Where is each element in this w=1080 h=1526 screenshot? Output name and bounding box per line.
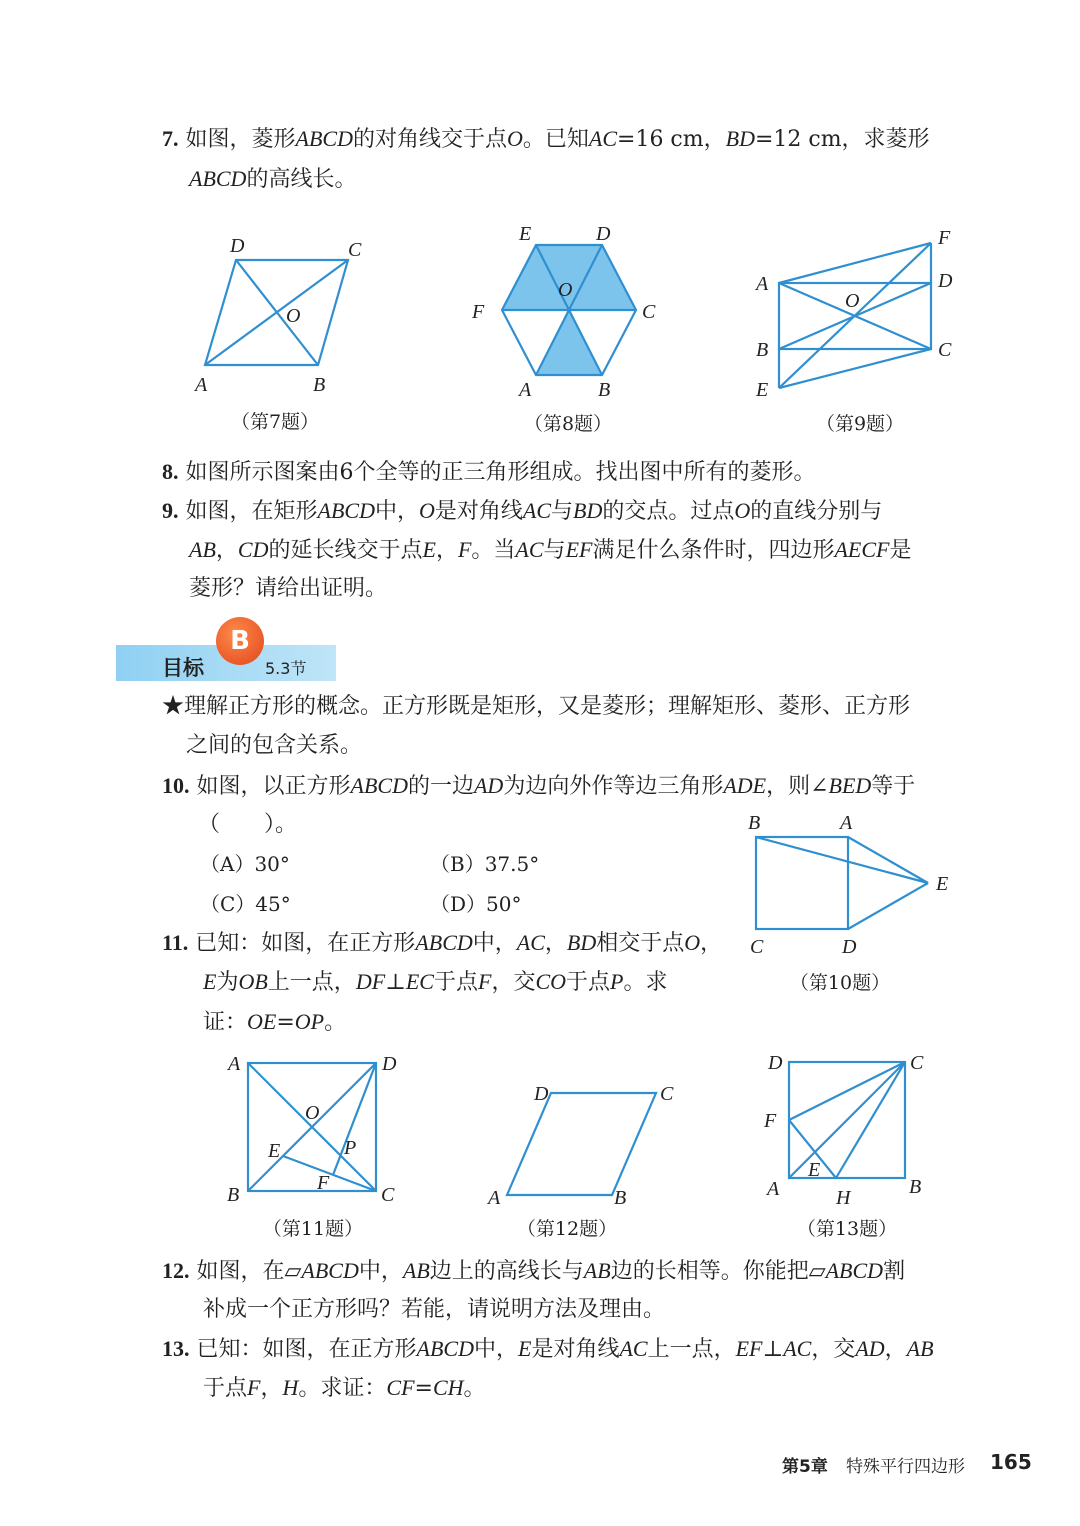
q10-option-d: （D）50° [430,892,522,916]
q9-line-3: 菱形？请给出证明。 [189,576,388,601]
fig13-label-c: C [910,1052,924,1074]
fig13-label-h: H [836,1187,851,1209]
fig7-caption: （第7题） [230,411,320,433]
fig8-label-a: A [519,379,532,401]
fig9-label-o: O [845,290,860,312]
fig13-label-a: A [767,1178,780,1200]
fig8-label-e: E [519,223,532,245]
q10-option-c: （C）45° [200,892,291,916]
fig8-label-c: C [642,301,656,323]
q7-line-2: ABCD的高线长。 [189,166,357,192]
fig11-label-d: D [382,1053,397,1075]
q10-option-a: （A）30° [200,852,290,876]
fig13-label-f: F [764,1110,777,1132]
target-title: 目标 [162,656,204,680]
fig12-caption: （第12题） [516,1218,618,1240]
fig7-label-d: D [230,235,245,257]
q13-line-2: 于点F，H。求证：CF=CH。 [203,1375,486,1401]
q7-number: 7. [162,126,179,151]
fig11-label-p: P [344,1137,357,1159]
fig9-label-c: C [938,339,952,361]
page-number: 165 [990,1450,1032,1474]
fig12-label-d: D [534,1083,549,1105]
fig10-label-b: B [748,812,761,834]
fig7-label-c: C [348,239,362,261]
q10-answer-blank: （ ）。 [198,812,298,837]
fig11-caption: （第11题） [262,1218,364,1240]
fig10-caption: （第10题） [789,972,891,994]
fig9-label-f: F [938,227,951,249]
fig11-label-a: A [228,1053,241,1075]
q9-line-1: 9. 如图，在矩形ABCD中，O是对角线AC与BD的交点。过点O的直线分别与 [162,498,883,524]
fig11-label-b: B [227,1184,240,1206]
q12-line-1: 12. 如图，在▱ABCD中，AB边上的高线长与AB边的长相等。你能把▱ABCD割 [162,1258,906,1284]
fig7-label-a: A [195,374,208,396]
q8-line-1: 8. 如图所示图案由6个全等的正三角形组成。找出图中所有的菱形。 [162,459,816,485]
fig13-label-e: E [808,1159,821,1181]
target-section: 5.3节 [265,659,307,678]
fig9-label-e: E [756,379,769,401]
fig7-label-b: B [313,374,326,396]
fig8-label-f: F [472,301,485,323]
target-badge: B [216,617,264,665]
fig10-label-e: E [936,873,949,895]
fig13-label-b: B [909,1176,922,1198]
fig12-label-b: B [614,1187,627,1209]
fig11-label-f: F [317,1172,330,1194]
q9-line-2: AB，CD的延长线交于点E，F。当AC与EF满足什么条件时，四边形AECF是 [189,537,912,563]
fig11-label-e: E [268,1140,281,1162]
fig12-label-c: C [660,1083,674,1105]
star-line-1: ★理解正方形的概念。正方形既是矩形，又是菱形；理解矩形、菱形、正方形 [162,694,911,719]
q13-line-1: 13. 已知：如图，在正方形ABCD中，E是对角线AC上一点，EF⊥AC，交AD，AB [162,1336,934,1362]
star-line-2: 之间的包含关系。 [186,733,363,758]
fig8-caption: （第8题） [523,413,613,435]
q12-line-2: 补成一个正方形吗？若能，请说明方法及理由。 [203,1297,666,1322]
q7-line-1: 7. 如图，菱形ABCD的对角线交于点O。已知AC=16 cm，BD=12 cm，求菱形 [162,126,930,152]
fig9-label-d: D [938,270,953,292]
q11-line-1: 11. 已知：如图，在正方形ABCD中，AC，BD相交于点O， [162,930,723,956]
fig9-caption: （第9题） [815,413,905,435]
fig8-label-o: O [558,279,573,301]
footer-title: 特殊平行四边形 [846,1457,965,1477]
q11-line-3: 证：OE=OP。 [203,1009,347,1035]
fig8-label-b: B [598,379,611,401]
fig13-caption: （第13题） [796,1218,898,1240]
fig8-label-d: D [596,223,611,245]
fig13-label-d: D [768,1052,783,1074]
fig10-label-c: C [750,936,764,958]
q10-option-b: （B）37.5° [430,852,540,876]
q10-line-1: 10. 如图，以正方形ABCD的一边AD为边向外作等边三角形ADE，则∠BED等于 [162,773,916,799]
footer-chapter: 第5章 [782,1457,828,1477]
fig9-label-b: B [756,339,769,361]
fig11-label-c: C [381,1184,395,1206]
fig11-label-o: O [305,1102,320,1124]
fig7-label-o: O [286,305,301,327]
fig10-label-a: A [840,812,853,834]
fig10-label-d: D [842,936,857,958]
fig9-label-a: A [756,273,769,295]
q11-line-2: E为OB上一点，DF⊥EC于点F，交CO于点P。求 [203,969,668,995]
fig12-label-a: A [488,1187,501,1209]
